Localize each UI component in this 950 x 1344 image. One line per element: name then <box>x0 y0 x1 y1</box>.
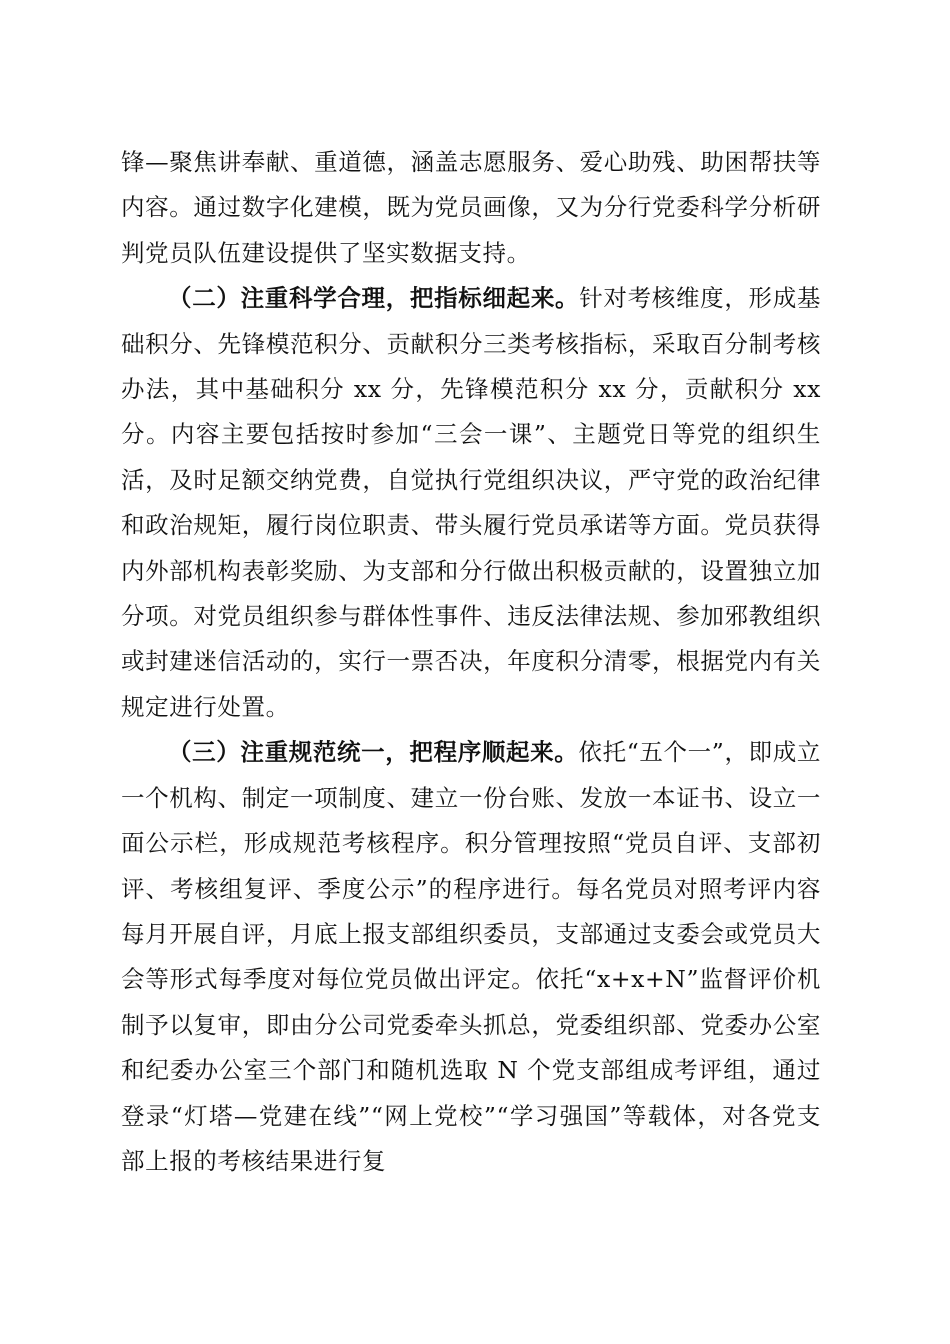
paragraph-text: 锋—聚焦讲奉献、重道德，涵盖志愿服务、爱心助残、助困帮扶等内容。通过数字化建模，既为党员画像，又为分行党委科学分析研判党员队伍建设提供了坚实数据支持。 <box>121 148 821 267</box>
paragraph-continuation <box>121 140 821 276</box>
paragraph-text: 依托“五个一”，即成立一个机构、制定一项制度、建立一份台账、发放一本证书、设立一面公示栏，形成规范考核程序。积分管理按照“党员自评、支部初评、考核组复评、季度公示”的程序进行。每名党员对照考评内容每月开展自评，月底上报支部组织委员，支部通过支委会或党员大会等形式每季度对每位党员做出评定。依托“x+x+N”监督评价机制予以复审，即由分公司党委牵头抓总，党委组织部、党委办公室和纪委办公室三个部门和随机选取 N 个党支部组成考评组，通过登录“灯塔—党建在线”“网上党校”“学习强国”等载体，对各党支部上报的考核结果进行复 <box>121 738 821 1175</box>
section-heading: （三）注重规范统一，把程序顺起来。 <box>168 738 579 767</box>
paragraph-section-2 <box>121 276 821 730</box>
section-heading: （二）注重科学合理，把指标细起来。 <box>168 284 580 313</box>
paragraph-section-3 <box>121 730 821 1184</box>
document-body <box>121 140 821 1184</box>
paragraph-text: 针对考核维度，形成基础积分、先锋模范积分、贡献积分三类考核指标，采取百分制考核办法，其中基础积分 xx 分，先锋模范积分 xx 分，贡献积分 xx 分。内容主要包括按时参加“三会一课”、主题党日等党的组织生活，及时足额交纳党费，自觉执行党组织决议，严守党的政治纪律和政治规矩，履行岗位职责、带头履行党员承诺等方面。党员获得内外部机构表彰奖励、为支部和分行做出积极贡献的，设置独立加分项。对党员组织参与群体性事件、违反法律法规、参加邪教组织或封建迷信活动的，实行一票否决，年度积分清零，根据党内有关规定进行处置。 <box>121 284 821 721</box>
